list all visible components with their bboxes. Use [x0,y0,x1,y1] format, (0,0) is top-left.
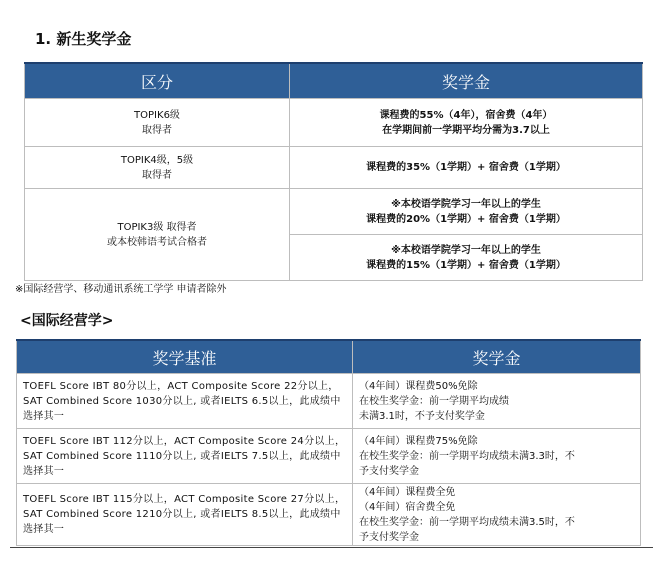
award-cell: （4年间）课程费50%免除 在校生奖学金：前一学期平均成绩 未满3.1时，不予支付奖学金 [353,374,641,429]
table-row [17,374,641,429]
table-header-row [25,63,643,99]
header-scholarship: 奖学金 [353,340,641,374]
table-row [17,484,641,546]
criteria-cell: TOPIK6级 取得者 [25,99,290,147]
footer-divider [10,547,653,548]
intl-business-scholarship-table [16,339,641,546]
section2-title: <国际经营学> [20,313,114,329]
award-cell: （4年间）课程费全免 （4年间）宿舍费全免 在校生奖学金：前一学期平均成绩未满3.5时，不 予支付奖学金 [353,484,641,546]
criteria-cell: TOEFL Score IBT 115分以上，ACT Composite Score 27分以上， SAT Combined Score 1210分以上, 或者IELTS 8.5以上，此成绩中 选择其一 [17,484,353,546]
criteria-cell: TOPIK3级 取得者 或本校韩语考试合格者 [25,189,290,281]
freshman-scholarship-table [24,62,643,281]
award-cell: ※本校语学院学习一年以上的学生 课程费的15%（1学期）+ 宿舍费（1学期） [290,235,643,281]
table-row [17,429,641,484]
criteria-cell: TOEFL Score IBT 112分以上，ACT Composite Score 24分以上， SAT Combined Score 1110分以上, 或者IELTS 7.5以上，此成绩中 选择其一 [17,429,353,484]
table-row [25,147,643,189]
table-header-row [17,340,641,374]
criteria-cell: TOEFL Score IBT 80分以上，ACT Composite Score 22分以上， SAT Combined Score 1030分以上, 或者IELTS 6.5以上，此成绩中 选择其一 [17,374,353,429]
award-cell: 课程费的55%（4年），宿舍费（4年） 在学期间前一学期平均分需为3.7以上 [290,99,643,147]
table-row [25,99,643,147]
header-scholarship: 奖学金 [290,63,643,99]
award-cell: ※本校语学院学习一年以上的学生 课程费的20%（1学期）+ 宿舍费（1学期） [290,189,643,235]
award-cell: 课程费的35%（1学期）+ 宿舍费（1学期） [290,147,643,189]
header-category: 区分 [25,63,290,99]
exclusion-note: ※国际经营学、移动通讯系统工学学 申请者除外 [15,284,227,295]
criteria-cell: TOPIK4级，5级 取得者 [25,147,290,189]
header-criteria: 奖学基准 [17,340,353,374]
table-row [25,189,643,235]
section1-title: 1. 新生奖学金 [35,30,132,48]
award-cell: （4年间）课程费75%免除 在校生奖学金：前一学期平均成绩未满3.3时，不 予支付奖学金 [353,429,641,484]
